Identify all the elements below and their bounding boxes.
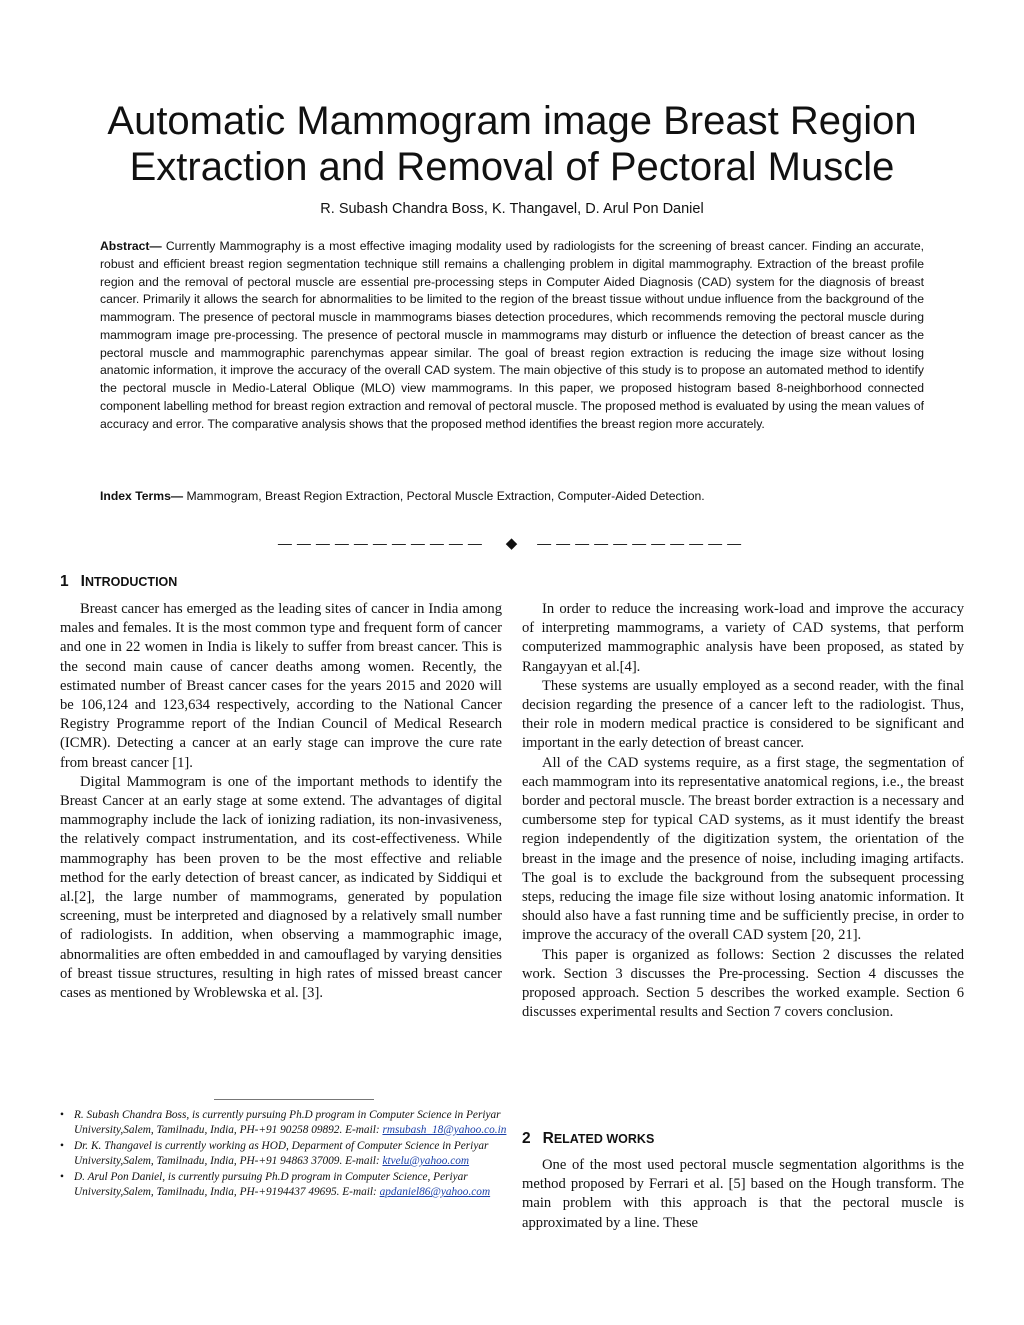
right-column-section-2 xyxy=(522,1156,964,1233)
diamond-icon: ◆ xyxy=(505,535,519,552)
right-column xyxy=(522,600,964,1022)
abstract-text: Currently Mammography is a most effective imaging modality used by radiologists for the screening of breast cancer. Finding an accurate, robust and efficient breast region segmentation technique still remains a challenging problem in digital mammography. Extraction of the breast profile region and the removal of pectoral muscle are essential pre-processing steps in Computer Aided Diagnosis (CAD) system for the diagnosis of breast cancer. Primarily it allows the search for abnormalities to be limited to the region of the breast tissue without undue influence from the background of the mammogram. The presence of pectoral muscle in mammograms biases detection procedures, which recommends removing the pectoral muscle during mammogram image pre-processing. The presence of pectoral muscle in mammograms may disturb or influence the detection of breast cancer as the pectoral muscle and mammographic parenchymas appear similar. The goal of breast region extraction is reducing the image size without losing anatomic information, it improve the accuracy of the overall CAD system. The main objective of this study is to propose an automated method to identify the pectoral muscle in Medio-Lateral Oblique (MLO) view mammograms. In this paper, we proposed histogram based 8-neighborhood connected component labelling method for breast region extraction and removal of pectoral muscle. The proposed method is evaluated by using the mean values of accuracy and error. The comparative analysis shows that the proposed method identifies the breast region more accurately. xyxy=(100,239,925,431)
paper-title xyxy=(60,98,964,190)
bullet-icon: • xyxy=(60,1171,64,1183)
section-separator xyxy=(0,534,1024,552)
footnote-text: R. Subash Chandra Boss, is currently pursuing Ph.D program in Computer Science in Periyar University,Salem, Tamilnadu, India, PH-+91 90258 09892. E-mail: xyxy=(74,1109,501,1136)
email-link[interactable]: apdaniel86@yahoo.com xyxy=(379,1186,491,1198)
title-line-2: Extraction and Removal of Pectoral Muscle xyxy=(129,145,895,189)
section-title-initial: R xyxy=(542,1130,554,1147)
index-terms-label: Index Terms— xyxy=(100,489,184,503)
separator-left-dashes: ——————————— xyxy=(277,535,487,551)
abstract-label: Abstract— xyxy=(100,239,162,253)
paragraph: Breast cancer has emerged as the leading sites of cancer in India among males and females. It is the most common type and frequent form of cancer and one in 22 women in India is likely to suffer from breast cancer. This is the second main cause of cancer deaths among women. Recently, the estimated number of Breast cancer cases for the years 2015 and 2020 will be 106,124 and 123,634 respectively, according to the National Cancer Registry Programme report of the Indian Council of Medical Research (ICMR). Detecting a cancer at an early stage can improve the cure rate from breast cancer [1]. xyxy=(60,601,502,771)
paragraph: All of the CAD systems require, as a first stage, the segmentation of each mammogram into its representative anatomical regions, i.e., the breast border and pectoral muscle. The breast border extraction is a necessary and cumbersome step for typical CAD systems, as it must identify the breast region independently of the digitization system, the orientation of the breast in the image and the presence of noise, including imaging artifacts. The goal is to exclude the background from the subsequent processing steps, reducing the image file size without losing anatomic information. It should also have a fast running time and be sufficiently precise, in order to improve the accuracy of the overall CAD system [20, 21]. xyxy=(522,754,964,944)
left-column xyxy=(60,600,502,1003)
section-number: 2 xyxy=(522,1130,531,1147)
footnote-item xyxy=(60,1170,510,1200)
index-terms-text: Mammogram, Breast Region Extraction, Pectoral Muscle Extraction, Computer-Aided Detection. xyxy=(186,489,705,503)
section-number: 1 xyxy=(60,573,69,590)
footnotes xyxy=(60,1108,510,1201)
email-link[interactable]: rmsubash_18@yahoo.co.in xyxy=(382,1124,507,1136)
paragraph: These systems are usually employed as a second reader, with the final decision regarding the presence of a cancer left to the radiologist. Thus, their role in modern medical practice is considered to be significant and important in the early detection of breast cancer. xyxy=(522,677,964,752)
footnote-item xyxy=(60,1108,510,1138)
section-heading-introduction xyxy=(60,573,177,591)
footnote-rule xyxy=(214,1099,374,1100)
paragraph: This paper is organized as follows: Section 2 discusses the related work. Section 3 discusses the Pre-processing. Section 4 discusses the proposed approach. Section 5 describes the worked example. Section 6 discusses experimental results and Section 7 covers conclusion. xyxy=(522,946,964,1021)
footnote-text: Dr. K. Thangavel is currently working as HOD, Deparment of Computer Science in Periyar University,Salem, Tamilnadu, India, PH-+91 94863 37009. E-mail: xyxy=(74,1140,489,1167)
section-heading-related-works xyxy=(522,1130,654,1148)
email-link[interactable]: ktvelu@yahoo.com xyxy=(382,1155,470,1167)
title-line-1: Automatic Mammogram image Breast Region xyxy=(107,99,917,143)
index-terms xyxy=(100,487,924,505)
section-title-rest: NTRODUCTION xyxy=(84,575,178,589)
paragraph: Digital Mammogram is one of the important methods to identify the Breast Cancer at an early stage at some extend. The advantages of digital mammography include the lack of ionizing radiation, its non-invasiveness, the relatively compact instrumentation, and its cost-effectiveness. While mammography has been proven to be the most effective and reliable method for the early detection of breast cancer, as indicated by Siddiqui et al.[2], the large number of mammograms, generated by population screening, must be interpreted and diagnosed by a relatively small number of radiologists. In addition, when observing a mammographic image, abnormalities are often embedded in and camouflaged by varying densities of breast tissue structures, resulting in high rates of missed breast cancer cases as mentioned by Wroblewska et al. [3]. xyxy=(60,773,502,1002)
section-title-initial: I xyxy=(80,573,85,590)
paragraph: In order to reduce the increasing work-load and improve the accuracy of interpreting mammograms, a variety of CAD systems, that perform computerized mammographic analysis have been proposed, as stated by Rangayyan et al.[4]. xyxy=(522,601,964,675)
separator-right-dashes: ——————————— xyxy=(537,535,747,551)
section-title-rest: ELATED WORKS xyxy=(553,1132,655,1146)
bullet-icon: • xyxy=(60,1140,64,1152)
footnote-text: D. Arul Pon Daniel, is currently pursuing Ph.D program in Computer Science, Periyar University,Salem, Tamilnadu, India, PH-+9194437 49695. E-mail: xyxy=(74,1171,468,1198)
abstract xyxy=(100,238,924,433)
author-list: R. Subash Chandra Boss, K. Thangavel, D. Arul Pon Daniel xyxy=(320,201,704,217)
footnote-item xyxy=(60,1139,510,1169)
paragraph: One of the most used pectoral muscle segmentation algorithms is the method proposed by Ferrari et al. [5] based on the Hough transform. The main problem with this approach is that the pectoral muscle is approximated by a line. These xyxy=(522,1157,964,1231)
bullet-icon: • xyxy=(60,1109,64,1121)
